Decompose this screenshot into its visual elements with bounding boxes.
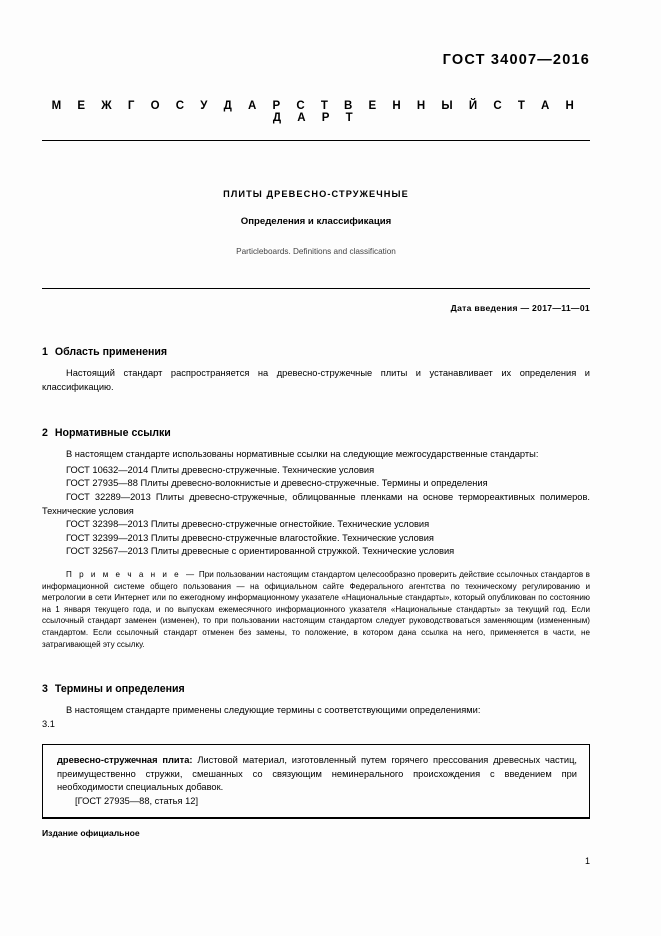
section-number-3: 3 [42,683,48,696]
section-number-1: 1 [42,346,48,358]
section-normative-references [42,427,590,650]
page-number: 1 [584,856,590,866]
page-footer [42,818,590,866]
section-number-2: 2 [42,427,48,440]
section-2-paragraph: В настоящем стандарте использованы нормативные ссылки на следующие межгосударственные стандарты: [66,449,539,460]
section-1-paragraph: Настоящий стандарт распространяется на древесно-стружечные плиты и устанавливает их определения и классификацию. [42,368,590,392]
definition-source: [ГОСТ 27935—88, статья 12] [75,795,199,806]
definition-term: древесно-стружечная плита: [57,755,193,766]
list-item: ГОСТ 32567—2013 Плиты древесные с ориентированной стружкой. Технические условия [66,546,455,557]
title-block [42,189,590,256]
section-3-paragraph: В настоящем стандарте применены следующие термины с соответствующими определениями: [66,705,481,716]
section-heading-terms [42,683,590,695]
list-item: ГОСТ 10632—2014 Плиты древесно-стружечные. Технические условия [66,464,375,475]
definition-box [42,744,590,818]
section-scope [42,346,590,394]
page-content [42,0,590,818]
section-title-3: Термины и определения [54,683,185,696]
section-title-2: Нормативные ссылки [54,427,171,440]
list-item: ГОСТ 27935—88 Плиты древесно-волокнистые и древесно-стружечные. Термины и определения [66,478,488,489]
term-number: 3.1 [42,718,55,729]
document-subtitle: Определения и классификация [240,216,392,227]
note-label: П р и м е ч а н и е — [66,569,197,579]
list-item: ГОСТ 32399—2013 Плиты древесно-стружечные влагостойкие. Технические условия [66,532,434,543]
note-text: При пользовании настоящим стандартом целесообразно проверить действие ссылочных стандартов в информационной системе общего пользования — на официальном сайте Федерального агентства по техническому регулированию и метрологии в сети Интернет или по ежегодному информационному указателе «Национальные стандарты», который опубликован по состоянию на 1 января текущего года, и по выпускам ежемесячного информационного указателя «Национальные стандарты» за текущий год. Если ссылочный стандарт заменен (изменен), то при пользовании настоящим стандартом следует руководствоваться заменяющим (измененным) стандартом. Если ссылочный стандарт отменен без замены, то положение, в котором дана ссылка на него, применяется в части, не затрагивающей эту ссылку. [42,569,590,649]
list-item: ГОСТ 32398—2013 Плиты древесно-стружечные огнестойкие. Технические условия [66,519,430,530]
document-title: ПЛИТЫ ДРЕВЕСНО-СТРУЖЕЧНЫЕ [223,189,409,199]
section-heading-references [42,427,590,439]
section-terms-definitions [42,683,590,818]
interstate-standard-label: М Е Ж Г О С У Д А Р С Т В Е Н Н Ы Й С Т А Н Д А Р Т [51,100,581,124]
definition-text: Листовой материал, изготовленный путем горячего прессования древесных частиц, преимущественно стружки, смешанных со связующим неминерального происхождения с введением при необходимости специальных добавок. [57,755,577,793]
title-divider [42,288,590,289]
introduction-date: Дата введения — 2017—11—01 [450,303,590,313]
footer-divider [42,818,590,819]
standard-number: ГОСТ 34007—2016 [442,52,590,68]
header-divider [42,140,590,141]
section-title-1: Область применения [54,346,168,358]
reference-note [42,569,590,650]
document-title-english: Particleboards. Definitions and classification [236,247,396,256]
list-item: ГОСТ 32289—2013 Плиты древесно-стружечные, облицованные пленками на основе термореактивных полимеров. Технические условия [42,491,590,516]
reference-list [42,464,590,559]
official-edition-label: Издание официальное [42,828,140,838]
section-heading-scope [42,346,590,358]
